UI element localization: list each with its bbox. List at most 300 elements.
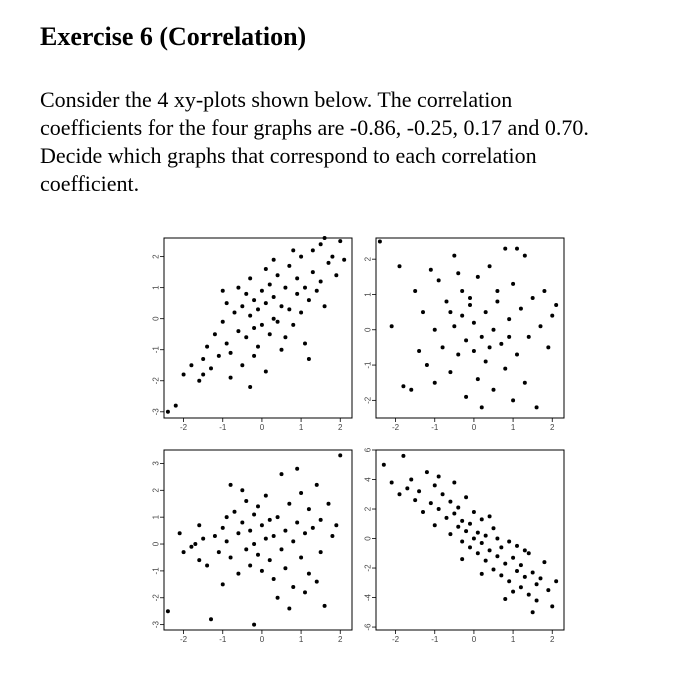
data-point: [272, 577, 276, 581]
data-point: [201, 357, 205, 361]
y-tick-label: 0: [151, 541, 161, 547]
data-point: [233, 310, 237, 314]
data-point: [303, 590, 307, 594]
data-point: [221, 526, 225, 530]
data-point: [550, 314, 554, 318]
data-point: [283, 529, 287, 533]
scatter-plot-top-left: [152, 236, 353, 432]
data-point: [472, 349, 476, 353]
data-point: [201, 373, 205, 377]
y-tick-label: 2: [363, 506, 373, 512]
data-point: [303, 342, 307, 346]
data-point: [240, 363, 244, 367]
data-point: [503, 247, 507, 251]
data-point: [507, 579, 511, 583]
data-point: [338, 453, 342, 457]
data-point: [291, 323, 295, 327]
x-tick-label: 1: [510, 635, 516, 644]
data-point: [252, 542, 256, 546]
data-point: [189, 363, 193, 367]
y-tick-label: -3: [151, 621, 161, 629]
data-point: [330, 534, 334, 538]
y-tick-label: 0: [363, 327, 373, 332]
data-point: [507, 317, 511, 321]
data-point: [295, 467, 299, 471]
data-point: [299, 310, 303, 314]
data-point: [166, 410, 170, 414]
data-point: [437, 475, 441, 479]
data-point: [240, 304, 244, 308]
y-tick-label: 1: [363, 292, 373, 297]
data-point: [287, 264, 291, 268]
data-point: [229, 483, 233, 487]
plot-frame: [164, 450, 352, 630]
data-point: [268, 332, 272, 336]
data-point: [495, 554, 499, 558]
data-point: [425, 363, 429, 367]
data-point: [260, 523, 264, 527]
data-point: [221, 289, 225, 293]
data-point: [342, 258, 346, 262]
data-point: [236, 531, 240, 535]
data-point: [236, 286, 240, 290]
data-point: [264, 301, 268, 305]
scatter-plot-bottom-left: [152, 450, 353, 644]
data-point: [441, 492, 445, 496]
x-tick-label: 1: [298, 423, 304, 432]
data-point: [452, 480, 456, 484]
data-point: [295, 292, 299, 296]
y-tick-label: -1: [151, 346, 161, 354]
data-point: [260, 569, 264, 573]
data-point: [291, 248, 295, 252]
data-point: [221, 320, 225, 324]
data-point: [433, 381, 437, 385]
data-point: [182, 550, 186, 554]
data-point: [264, 494, 268, 498]
data-point: [542, 560, 546, 564]
data-point: [319, 279, 323, 283]
y-tick-label: -2: [151, 377, 161, 385]
y-tick-label: 1: [151, 285, 161, 290]
data-point: [495, 537, 499, 541]
data-point: [519, 585, 523, 589]
data-point: [515, 352, 519, 356]
data-point: [429, 268, 433, 272]
data-point: [264, 369, 268, 373]
data-point: [268, 558, 272, 562]
data-point: [323, 304, 327, 308]
data-point: [295, 521, 299, 525]
data-point: [197, 523, 201, 527]
x-tick-label: -1: [219, 635, 227, 644]
data-point: [476, 275, 480, 279]
data-point: [437, 507, 441, 511]
data-point: [542, 289, 546, 293]
data-point: [448, 500, 452, 504]
data-point: [421, 310, 425, 314]
data-point: [523, 381, 527, 385]
data-point: [295, 276, 299, 280]
y-tick-label: 3: [151, 461, 161, 466]
data-point: [272, 258, 276, 262]
data-point: [244, 335, 248, 339]
x-tick-label: 2: [550, 423, 555, 432]
data-point: [445, 516, 449, 520]
exercise-title: Exercise 6 (Correlation): [40, 22, 307, 51]
data-point: [499, 342, 503, 346]
data-point: [464, 495, 468, 499]
data-point: [433, 328, 437, 332]
y-tick-label: -2: [363, 396, 373, 404]
data-point: [421, 510, 425, 514]
data-point: [272, 295, 276, 299]
x-tick-label: 0: [471, 635, 477, 644]
data-point: [441, 345, 445, 349]
data-point: [488, 548, 492, 552]
data-point: [209, 366, 213, 370]
data-point: [546, 345, 550, 349]
data-point: [519, 563, 523, 567]
data-point: [452, 254, 456, 258]
data-point: [452, 511, 456, 515]
data-point: [260, 323, 264, 327]
data-point: [531, 570, 535, 574]
data-point: [515, 247, 519, 251]
data-point: [480, 405, 484, 409]
data-point: [515, 544, 519, 548]
data-point: [511, 282, 515, 286]
data-point: [460, 519, 464, 523]
y-tick-label: 0: [151, 316, 161, 321]
data-point: [535, 582, 539, 586]
data-point: [303, 531, 307, 535]
data-point: [390, 324, 394, 328]
y-tick-label: -3: [151, 408, 161, 416]
x-tick-label: -1: [219, 423, 227, 432]
data-point: [527, 551, 531, 555]
data-point: [492, 568, 496, 572]
data-point: [448, 532, 452, 536]
data-point: [233, 510, 237, 514]
data-point: [382, 463, 386, 467]
data-point: [178, 531, 182, 535]
data-point: [330, 255, 334, 259]
data-point: [503, 562, 507, 566]
data-point: [315, 289, 319, 293]
data-point: [484, 310, 488, 314]
y-tick-label: 0: [363, 536, 373, 541]
data-point: [280, 304, 284, 308]
data-point: [433, 523, 437, 527]
data-point: [484, 559, 488, 563]
data-point: [225, 342, 229, 346]
y-tick-label: -4: [363, 593, 373, 602]
data-point: [225, 301, 229, 305]
data-point: [401, 454, 405, 458]
data-point: [409, 388, 413, 392]
data-point: [378, 240, 382, 244]
data-point: [276, 596, 280, 600]
data-point: [448, 310, 452, 314]
data-point: [480, 572, 484, 576]
data-point: [468, 522, 472, 526]
data-point: [492, 388, 496, 392]
data-point: [480, 541, 484, 545]
x-tick-label: 1: [510, 423, 516, 432]
y-tick-label: 2: [151, 254, 161, 259]
plot-frame: [376, 238, 564, 418]
data-point: [307, 572, 311, 576]
data-point: [398, 264, 402, 268]
data-point: [480, 335, 484, 339]
data-point: [323, 604, 327, 608]
data-point: [287, 307, 291, 311]
data-point: [417, 349, 421, 353]
data-point: [248, 564, 252, 568]
x-tick-label: 0: [259, 423, 265, 432]
data-point: [229, 351, 233, 355]
data-point: [515, 569, 519, 573]
data-point: [531, 296, 535, 300]
scatter-plot-top-right: [364, 238, 565, 432]
data-point: [283, 566, 287, 570]
data-point: [452, 324, 456, 328]
data-point: [252, 512, 256, 516]
data-point: [327, 502, 331, 506]
plot-frame: [164, 238, 352, 418]
data-point: [225, 515, 229, 519]
data-point: [248, 314, 252, 318]
data-point: [554, 303, 558, 307]
data-point: [291, 585, 295, 589]
data-point: [209, 617, 213, 621]
data-point: [511, 590, 515, 594]
data-point: [252, 326, 256, 330]
y-tick-label: -1: [151, 567, 161, 575]
description-line-1: Consider the 4 xy-plots shown below. The correlation: [40, 87, 513, 112]
data-point: [531, 610, 535, 614]
data-point: [460, 539, 464, 543]
data-point: [417, 489, 421, 493]
data-point: [303, 286, 307, 290]
data-point: [276, 515, 280, 519]
description-line-4: coefficient.: [40, 171, 140, 196]
x-tick-label: -2: [392, 423, 400, 432]
x-tick-label: -1: [431, 635, 439, 644]
data-point: [197, 379, 201, 383]
data-point: [248, 385, 252, 389]
data-point: [299, 491, 303, 495]
x-tick-label: -2: [180, 423, 188, 432]
data-point: [240, 521, 244, 525]
data-point: [338, 239, 342, 243]
data-point: [433, 483, 437, 487]
data-point: [283, 335, 287, 339]
data-point: [166, 609, 170, 613]
data-point: [244, 292, 248, 296]
data-point: [280, 348, 284, 352]
data-point: [539, 324, 543, 328]
data-point: [492, 526, 496, 530]
data-point: [252, 354, 256, 358]
data-point: [476, 551, 480, 555]
data-point: [268, 518, 272, 522]
data-point: [495, 300, 499, 304]
x-tick-label: 2: [338, 423, 343, 432]
x-tick-label: 0: [259, 635, 265, 644]
data-point: [550, 604, 554, 608]
data-point: [390, 480, 394, 484]
y-tick-label: -6: [363, 623, 373, 631]
data-point: [499, 573, 503, 577]
y-tick-label: 2: [363, 256, 373, 262]
data-point: [276, 320, 280, 324]
data-point: [299, 555, 303, 559]
data-point: [472, 510, 476, 514]
data-point: [460, 289, 464, 293]
data-point: [484, 534, 488, 538]
data-point: [488, 345, 492, 349]
data-point: [229, 376, 233, 380]
data-point: [480, 517, 484, 521]
y-tick-label: 2: [151, 488, 161, 493]
data-point: [476, 531, 480, 535]
data-point: [193, 542, 197, 546]
data-point: [248, 276, 252, 280]
data-point: [539, 576, 543, 580]
data-point: [244, 499, 248, 503]
x-tick-label: -2: [180, 635, 188, 644]
data-point: [276, 273, 280, 277]
x-tick-label: 0: [471, 423, 477, 432]
data-point: [511, 556, 515, 560]
data-point: [205, 345, 209, 349]
data-point: [252, 298, 256, 302]
data-point: [456, 271, 460, 275]
data-point: [225, 539, 229, 543]
data-point: [488, 514, 492, 518]
data-point: [248, 529, 252, 533]
data-point: [405, 486, 409, 490]
data-point: [264, 267, 268, 271]
data-point: [256, 553, 260, 557]
data-point: [315, 483, 319, 487]
data-point: [252, 623, 256, 627]
scatter-plot-bottom-right: [364, 447, 565, 644]
data-point: [205, 564, 209, 568]
description-line-3: Decide which graphs that correspond to each correlation: [40, 143, 537, 168]
data-point: [472, 321, 476, 325]
data-point: [283, 286, 287, 290]
data-point: [468, 545, 472, 549]
data-point: [429, 501, 433, 505]
x-tick-label: 2: [550, 635, 555, 644]
data-point: [201, 537, 205, 541]
data-point: [213, 332, 217, 336]
data-point: [499, 545, 503, 549]
data-point: [527, 593, 531, 597]
data-point: [334, 273, 338, 277]
y-tick-label: 4: [363, 477, 373, 482]
data-point: [236, 329, 240, 333]
x-tick-label: 2: [338, 635, 343, 644]
data-point: [507, 539, 511, 543]
data-point: [445, 300, 449, 304]
data-point: [492, 328, 496, 332]
data-point: [535, 405, 539, 409]
data-point: [488, 264, 492, 268]
data-point: [401, 384, 405, 388]
data-point: [503, 597, 507, 601]
description-line-2: coefficients for the four graphs are -0.86, -0.25, 0.17 and 0.70.: [40, 115, 589, 140]
data-point: [523, 548, 527, 552]
data-point: [527, 335, 531, 339]
data-point: [240, 488, 244, 492]
x-tick-label: -1: [431, 423, 439, 432]
data-point: [476, 377, 480, 381]
data-point: [182, 373, 186, 377]
data-point: [554, 579, 558, 583]
data-point: [315, 580, 319, 584]
x-tick-label: -2: [392, 635, 400, 644]
data-point: [287, 502, 291, 506]
data-point: [456, 506, 460, 510]
data-point: [174, 404, 178, 408]
data-point: [448, 370, 452, 374]
data-point: [413, 289, 417, 293]
data-point: [311, 270, 315, 274]
data-point: [189, 545, 193, 549]
data-point: [213, 534, 217, 538]
data-point: [229, 555, 233, 559]
data-point: [236, 572, 240, 576]
y-tick-label: -2: [363, 564, 373, 572]
data-point: [307, 298, 311, 302]
data-point: [221, 582, 225, 586]
data-point: [535, 598, 539, 602]
data-point: [409, 478, 413, 482]
data-point: [507, 335, 511, 339]
y-tick-label: 6: [363, 447, 373, 453]
data-point: [413, 498, 417, 502]
data-point: [197, 558, 201, 562]
data-point: [291, 539, 295, 543]
data-point: [437, 278, 441, 282]
data-point: [464, 529, 468, 533]
data-point: [319, 550, 323, 554]
data-point: [456, 352, 460, 356]
data-point: [464, 395, 468, 399]
data-point: [523, 575, 527, 579]
data-point: [256, 345, 260, 349]
data-point: [280, 547, 284, 551]
data-point: [307, 507, 311, 511]
data-point: [268, 283, 272, 287]
data-point: [311, 526, 315, 530]
data-point: [546, 588, 550, 592]
data-point: [280, 472, 284, 476]
data-point: [319, 242, 323, 246]
data-point: [398, 492, 402, 496]
data-point: [260, 289, 264, 293]
data-point: [272, 534, 276, 538]
data-point: [511, 398, 515, 402]
data-point: [256, 307, 260, 311]
y-tick-label: 1: [151, 514, 161, 520]
y-tick-label: -2: [151, 594, 161, 602]
data-point: [425, 470, 429, 474]
